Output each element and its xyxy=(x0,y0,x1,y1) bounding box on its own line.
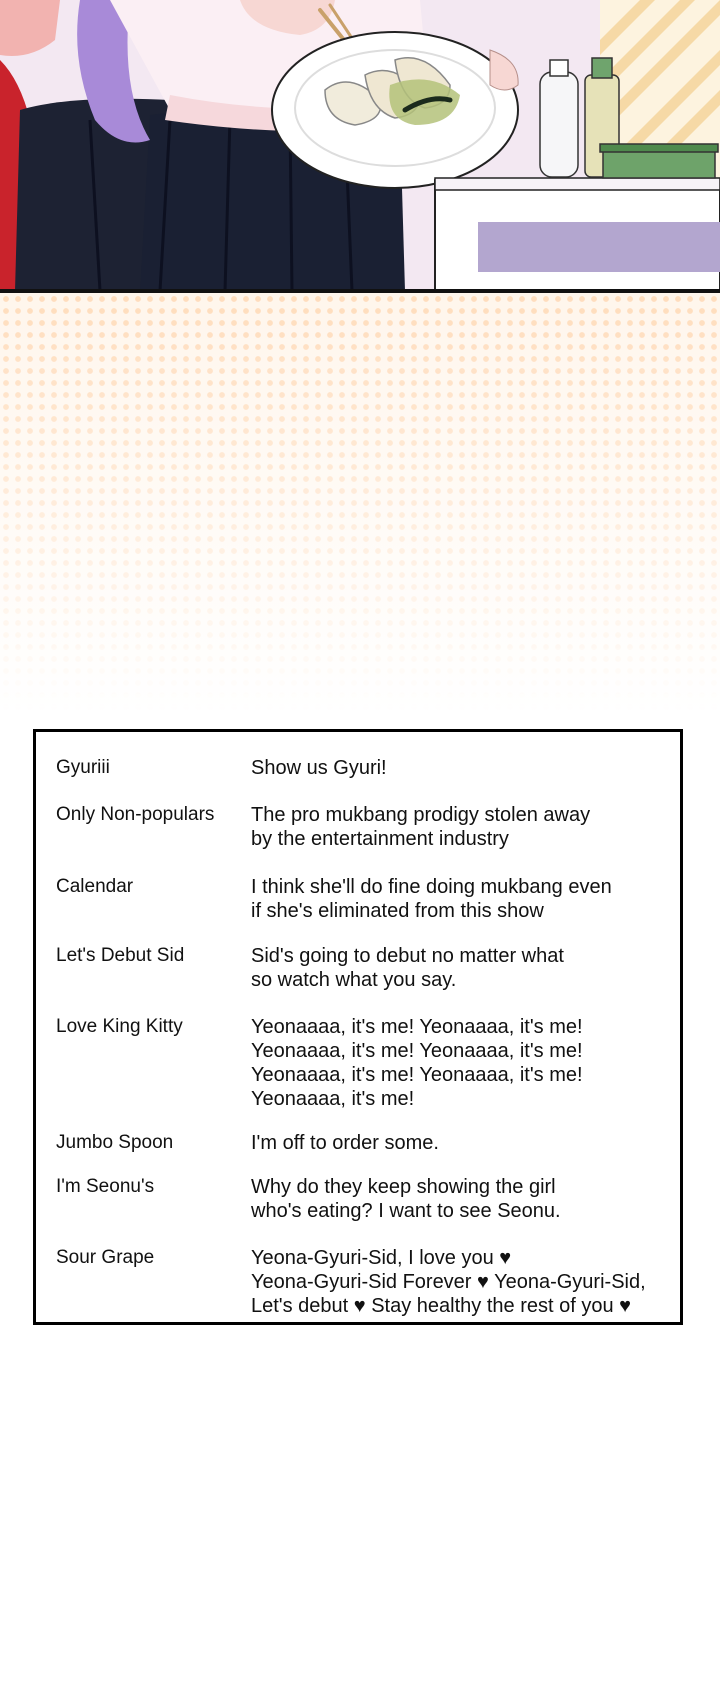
halftone-dots xyxy=(0,293,720,713)
comment-username: I'm Seonu's xyxy=(56,1176,155,1197)
plate-icon xyxy=(272,32,518,188)
comment-username: Calendar xyxy=(56,876,134,897)
comment-text: I'm off to order some. xyxy=(251,1132,439,1154)
comment-username: Only Non-populars xyxy=(56,804,215,825)
comment-text: Yeonaaaa, it's me! Yeonaaaa, it's me! Yeonaaaa, it's me! Yeonaaaa, it's me! Yeonaaaa, it's me! Yeonaaaa, it's me! Yeonaaaa, it's me! xyxy=(251,1016,583,1110)
container-icon xyxy=(600,144,718,178)
bottle-icon xyxy=(540,60,578,177)
comment-box xyxy=(33,729,683,1325)
comment-text: I think she'll do fine doing mukbang even if she's eliminated from this show xyxy=(251,876,612,922)
comment-username: Jumbo Spoon xyxy=(56,1132,174,1153)
comic-illustration xyxy=(0,0,720,291)
comment-username: Love King Kitty xyxy=(56,1016,183,1037)
comment-text: Sid's going to debut no matter what so watch what you say. xyxy=(251,945,564,991)
comment-text: The pro mukbang prodigy stolen away by the entertainment industry xyxy=(251,804,591,850)
comment-username: Gyuriii xyxy=(56,757,110,778)
comment-text: Why do they keep showing the girl who's eating? I want to see Seonu. xyxy=(251,1176,561,1222)
comment-text: Show us Gyuri! xyxy=(251,757,387,779)
comic-panel xyxy=(0,0,720,291)
comment-text: Yeona-Gyuri-Sid, I love you ♥ Yeona-Gyuri-Sid Forever ♥ Yeona-Gyuri-Sid, Let's debut ♥ Stay healthy the rest of you ♥ xyxy=(251,1247,646,1317)
comment-username: Let's Debut Sid xyxy=(56,945,185,966)
comment-username: Sour Grape xyxy=(56,1247,155,1268)
